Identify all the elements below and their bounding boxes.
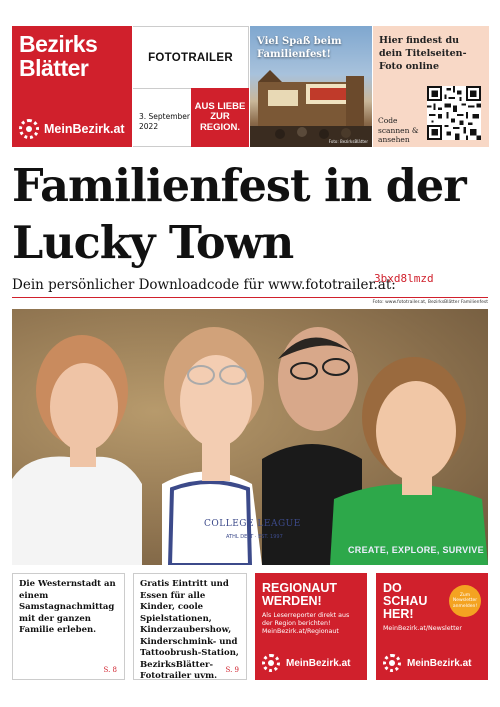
meinbezirk-icon (383, 654, 401, 672)
shirt-print-create: CREATE, EXPLORE, SURVIVE (348, 545, 484, 555)
teaser-box-programm[interactable] (133, 573, 247, 680)
teaser-page-ref: S. 9 (225, 666, 239, 674)
divider (12, 297, 488, 298)
photo-caption: Viel Spaß beim Familienfest! (257, 36, 342, 60)
download-code-label: Dein persönlicher Downloadcode für www.fototrailer.at: (12, 277, 396, 293)
newsletter-badge[interactable]: Zum Newsletter anmelden! (449, 585, 481, 617)
qr-instruction: Code scannen & ansehen (378, 116, 419, 144)
section-label-box (133, 26, 249, 88)
promo-regionaut[interactable] (255, 573, 367, 680)
issue-date: 3. September 2022 (133, 88, 191, 147)
meinbezirk-icon (19, 119, 39, 139)
teaser-text: Gratis Eintritt und Essen für alle Kinder, coole Spielstationen, Kinderzaubershow, Kinderschmink- und Tattoobrush-Station, BezirksBlätter-Fototrailer uvm. (140, 579, 239, 681)
slogan: AUS LIEBE ZUR REGION. (191, 88, 249, 147)
download-code[interactable]: 3bxd8lmzd (374, 272, 434, 285)
promo-footer: MeinBezirk.at (262, 654, 350, 672)
promo-title: DO SCHAU HER! (383, 581, 428, 621)
teaser-page-ref: S. 8 (103, 666, 117, 674)
promo-footer: MeinBezirk.at (383, 654, 471, 672)
main-headline: Familienfest in der Lucky Town (12, 160, 466, 269)
promo-newsletter[interactable] (376, 573, 488, 680)
promo-text: MeinBezirk.at/Newsletter (383, 625, 463, 632)
shirt-print-est: ATHL DEPT · EST. 1997 (226, 534, 283, 540)
teaser-text: Die Westernstadt an einem Samstagnachmittag mit der ganzen Familie erleben. (19, 579, 116, 635)
section-label: FOTOTRAILER (148, 51, 233, 64)
promo-text: Als Leserreporter direkt aus der Region berichten! MeinBezirk.at/Regionaut (262, 612, 350, 635)
promo-title: REGIONAUT WERDEN! (262, 581, 337, 608)
hero-family-photo (12, 309, 488, 565)
logo-wordmark: Bezirks Blätter (19, 31, 98, 81)
qr-teaser (373, 26, 489, 147)
meinbezirk-icon (262, 654, 280, 672)
teaser-box-westernstadt[interactable] (12, 573, 125, 680)
teaser-photo (250, 26, 372, 147)
brand-logo (12, 26, 132, 147)
qr-code-icon[interactable] (427, 86, 481, 140)
photo-credit-small: Foto: BezirksBlätter (328, 139, 368, 144)
logo-footer: MeinBezirk.at (19, 119, 125, 139)
photo-credit: Foto: www.fototrailer.at, BezirksBlätter Familienfest (372, 300, 488, 305)
qr-headline: Hier findest du dein Titelseiten-Foto online (379, 35, 467, 72)
shirt-print-college: COLLEGE LEAGUE (204, 519, 301, 529)
